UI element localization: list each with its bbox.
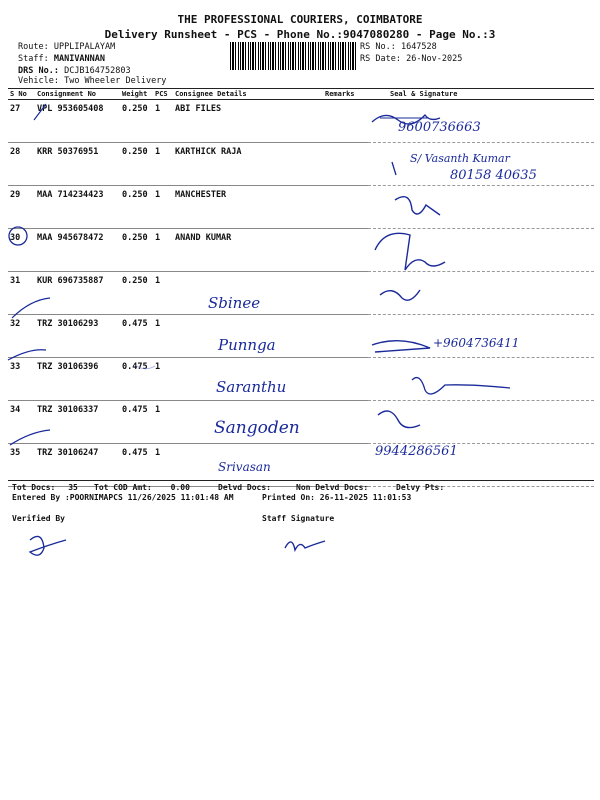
row-consignment: VPL 953605408 xyxy=(35,100,120,143)
row-pcs: 1 xyxy=(153,401,173,444)
row-consignment: KUR 696735887 xyxy=(35,272,120,315)
row-sno: 32 xyxy=(8,315,35,358)
handwritten-name-33: Saranthu xyxy=(216,378,287,396)
col-pcs: PCS xyxy=(153,89,173,100)
tot-docs-value: 35 xyxy=(68,483,78,492)
row-pcs: 1 xyxy=(153,100,173,143)
row-pcs: 1 xyxy=(153,229,173,272)
delvy-pts: Delvy Pts: xyxy=(396,483,445,492)
handwritten-name-31: Sbinee xyxy=(208,294,261,312)
verified-by-label: Verified By xyxy=(12,514,65,523)
row-sno: 30 xyxy=(8,229,35,272)
staff-value: MANIVANNAN xyxy=(53,54,106,64)
col-consignment: Consignment No xyxy=(35,89,120,100)
row-weight: 0.250 xyxy=(120,100,153,143)
row-weight: 0.250 xyxy=(120,229,153,272)
rs-no-value: 1647528 xyxy=(400,42,437,52)
row-sno: 31 xyxy=(8,272,35,315)
row-consignee: ABI FILES xyxy=(173,100,323,143)
non-delvd-docs: Non Delvd Docs: xyxy=(296,483,369,492)
rs-no-label: RS No.: xyxy=(360,42,396,52)
vehicle-label: Vehicle: xyxy=(18,76,59,86)
tot-docs xyxy=(12,483,78,492)
staff-signature-label: Staff Signature xyxy=(262,514,335,523)
table-bottom-rule xyxy=(8,480,594,481)
rs-date-label: RS Date: xyxy=(360,54,401,64)
col-sno: S No xyxy=(8,89,35,100)
route-label: Route: xyxy=(18,42,49,52)
staff-label: Staff: xyxy=(18,54,49,64)
vehicle-value: Two Wheeler Delivery xyxy=(64,76,167,86)
row-weight: 0.250 xyxy=(120,272,153,315)
row-pcs: 1 xyxy=(153,358,173,401)
row-consignee: ANAND KUMAR xyxy=(173,229,323,272)
handwritten-name-32: Punnga xyxy=(218,336,276,354)
handwritten-phone-27: 9600736663 xyxy=(398,120,481,135)
col-signature: Seal & Signature xyxy=(368,89,594,100)
tot-cod-label: Tot COD Amt: xyxy=(94,483,152,492)
handwritten-name-28: S/ Vasanth Kumar xyxy=(410,152,510,165)
row-pcs: 1 xyxy=(153,444,173,487)
tot-cod xyxy=(94,483,190,492)
handwritten-phone-35: 9944286561 xyxy=(375,444,458,459)
row-pcs: 1 xyxy=(153,272,173,315)
row-sno: 28 xyxy=(8,143,35,186)
runsheet-title: Delivery Runsheet - PCS - Phone No.:9047080280 - Page No.:3 xyxy=(104,28,496,41)
row-weight: 0.250 xyxy=(120,143,153,186)
handwritten-name-34: Sangoden xyxy=(214,418,300,438)
row-consignment: KRR 50376951 xyxy=(35,143,120,186)
row-consignment: TRZ 30106247 xyxy=(35,444,120,487)
row-sno: 29 xyxy=(8,186,35,229)
row-weight: 0.475 xyxy=(120,358,153,401)
row-consignment: TRZ 30106337 xyxy=(35,401,120,444)
printed-on: Printed On: 26-11-2025 11:01:53 xyxy=(262,493,412,502)
row-consignment: TRZ 30106293 xyxy=(35,315,120,358)
col-weight: Weight xyxy=(120,89,153,100)
row-sno: 33 xyxy=(8,358,35,401)
company-name: THE PROFESSIONAL COURIERS, COIMBATORE xyxy=(177,13,423,26)
rs-date-value: 26-Nov-2025 xyxy=(406,54,463,64)
row-consignment: MAA 714234423 xyxy=(35,186,120,229)
col-consignee: Consignee Details xyxy=(173,89,323,100)
row-sno: 34 xyxy=(8,401,35,444)
row-weight: 0.475 xyxy=(120,401,153,444)
drs-value: DCJB164752803 xyxy=(64,66,131,76)
row-weight: 0.475 xyxy=(120,444,153,487)
handwritten-phone-32: +9604736411 xyxy=(433,336,520,350)
handwritten-name-35: Srivasan xyxy=(218,460,271,474)
row-consignee: MANCHESTER xyxy=(173,186,323,229)
tot-docs-label: Tot Docs: xyxy=(12,483,56,492)
row-consignee: KARTHICK RAJA xyxy=(173,143,323,186)
col-remarks: Remarks xyxy=(323,89,368,100)
row-pcs: 1 xyxy=(153,315,173,358)
row-weight: 0.475 xyxy=(120,315,153,358)
row-sno: 35 xyxy=(8,444,35,487)
row-pcs: 1 xyxy=(153,143,173,186)
tot-cod-value: 0.00 xyxy=(170,483,190,492)
row-pcs: 1 xyxy=(153,186,173,229)
route-value: UPPLIPALAYAM xyxy=(53,42,116,52)
row-consignment: MAA 945678472 xyxy=(35,229,120,272)
entered-by: Entered By :POORNIMAPCS 11/26/2025 11:01:48 AM xyxy=(12,493,234,502)
row-consignment: TRZ 30106396 xyxy=(35,358,120,401)
handwritten-phone-28: 80158 40635 xyxy=(450,168,537,183)
drs-label: DRS No.: xyxy=(18,66,59,76)
row-weight: 0.250 xyxy=(120,186,153,229)
row-sno: 27 xyxy=(8,100,35,143)
delvd-docs: Delvd Docs: xyxy=(218,483,271,492)
